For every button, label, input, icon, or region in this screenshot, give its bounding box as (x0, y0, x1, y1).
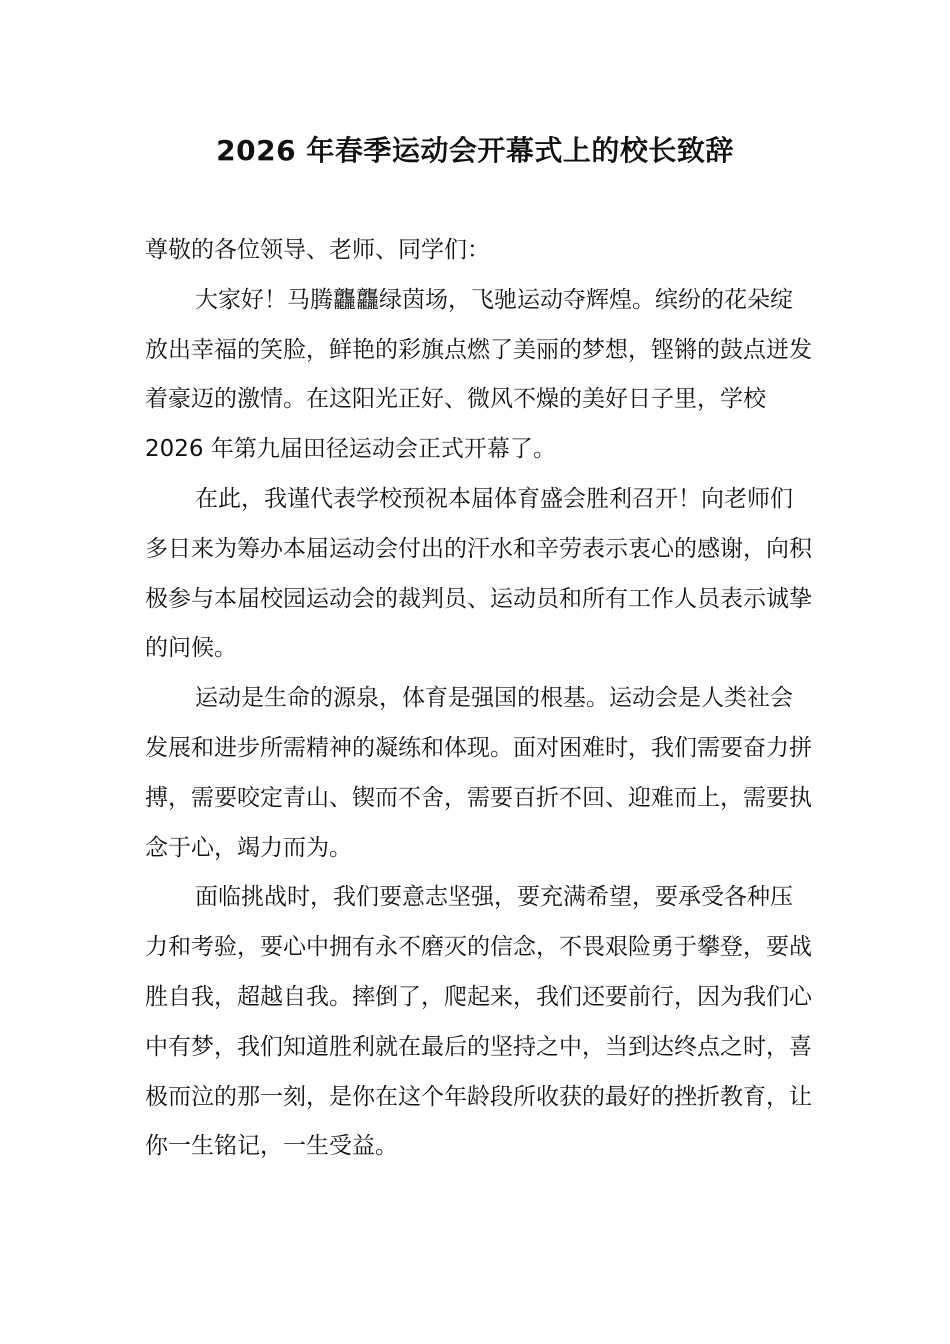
paragraph-3: 运动是生命的源泉，体育是强国的根基。运动会是人类社会发展和进步所需精神的凝练和体现。面对困难时，我们需要奋力拼搏，需要咬定青山、锲而不舍，需要百折不回、迎难而上，需要执念于心，竭力而为。 (145, 685, 812, 861)
paragraph-2: 在此，我谨代表学校预祝本届体育盛会胜利召开！向老师们多日来为筹办本届运动会付出的汗水和辛劳表示衷心的感谢，向积极参与本届校园运动会的裁判员、运动员和所有工作人员表示诚挚的问候。 (145, 485, 812, 662)
salutation: 尊敬的各位领导、老师、同学们： (145, 237, 490, 263)
document-title: 2026 年春季运动会开幕式上的校长致辞 (216, 134, 734, 167)
paragraph-4: 面临挑战时，我们要意志坚强，要充满希望，要承受各种压力和考验，要心中拥有永不磨灭的信念，不畏艰险勇于攀登，要战胜自我，超越自我。摔倒了，爬起来，我们还要前行，因为我们心中有梦，我们知道胜利就在最后的坚持之中，当到达终点之时，喜极而泣的那一刻，是你在这个年龄段所收获的最好的挫折教育，让你一生铭记，一生受益。 (145, 884, 812, 1160)
paragraph-1: 大家好！马腾龘龘绿茵场，飞驰运动夺辉煌。缤纷的花朵绽放出幸福的笑脸，鲜艳的彩旗点燃了美丽的梦想，铿锵的鼓点迸发着豪迈的激情。在这阳光正好、微风不燥的美好日子里，学校 2026 年第九届田径运动会正式开幕了。 (145, 286, 812, 463)
document-body (145, 226, 815, 1172)
